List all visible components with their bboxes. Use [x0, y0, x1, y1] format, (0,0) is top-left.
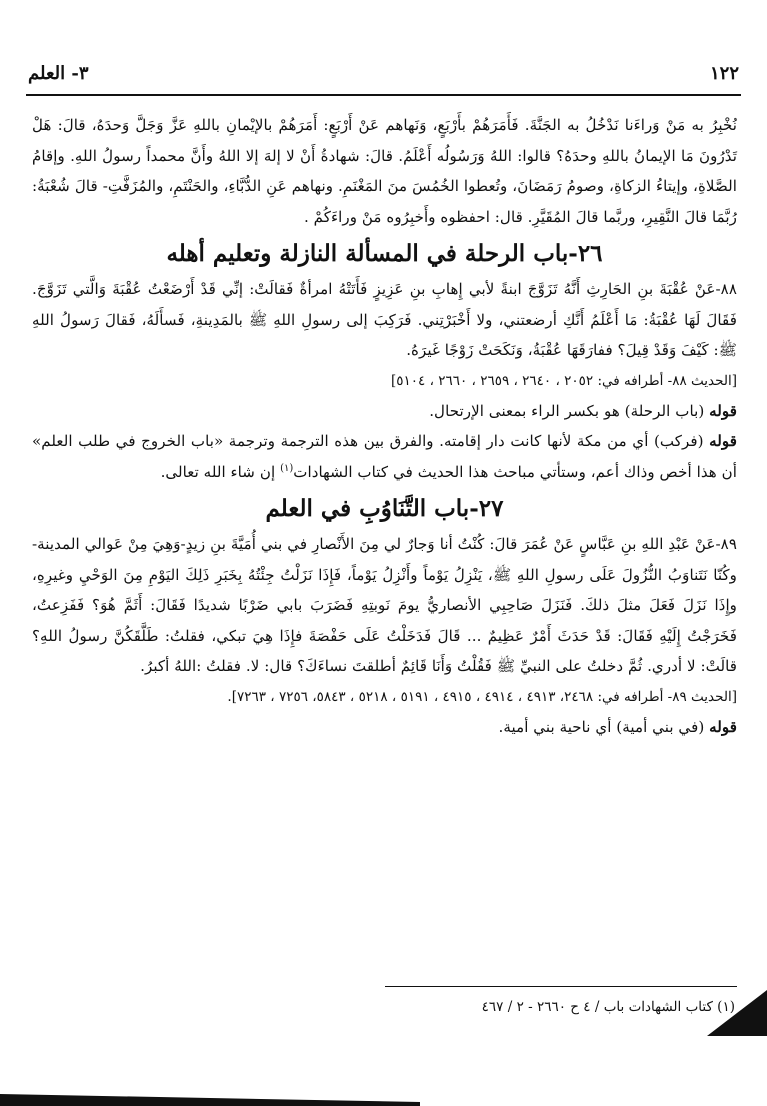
page-body — [32, 110, 737, 742]
footnote-divider — [385, 986, 737, 987]
hadith-89: ٨٩-عَنْ عَبْدِ اللهِ بنِ عَبَّاسٍ عَنْ عُمَرَ قالَ: كُنْتُ أنا وَجارٌ لي مِنَ الأَنْصارِ في بني أُمَيَّةَ بنِ زيدٍ-وَهِيَ مِنْ عَوالي المدينة- وكُنّا نَتَناوَبُ النُّزُولَ عَلَى رسولِ اللهِ ﷺ، يَنْزِلُ يَوْماً وأَنْزِلُ يَوْماً، فَإِذَا نَزَلْتُ جِئْتُهُ بِخَبَرِ ذَلِكَ اليَوْمِ مِنَ الوَحْيِ وغيرِهِ، وإِذَا نَزَلَ فَعَلَ مثلَ ذلكَ. فَنَزَلَ صَاحِبِي الأنصاريُّ يومَ نَوبتِهِ فَضَرَبَ بابي ضَرْبًا شديدًا فَقَالَ: أَثَمَّ هُوَ؟ فَفَزِعتُ، فَخَرَجْتُ إِلَيْهِ فَقَالَ: قَدْ حَدَثَ أَمْرٌ عَظِيمٌ ... قَالَ فَدَخَلْتُ عَلَى حَفْصَةَ فإِذَا هِيَ تبكي، فقلتُ: طَلَّقَكُنَّ رسولُ اللهِ؟ قالَتْ: لا أدري. ثُمَّ دخلتُ على النبيِّ ﷺ فَقُلْتُ وَأَنَا قَائِمٌ أطلقتَ نساءَكَ؟ قال: لا. فقلتُ :اللهُ أكبرُ. — [32, 535, 737, 675]
hadith-88-references: [الحديث ٨٨- أطرافه في: ٢٠٥٢ ، ٢٦٤٠ ، ٢٦٥٩ ، ٢٦٦٠ ، ٥١٠٤] — [390, 372, 737, 389]
note-text: (باب الرحلة) هو بكسر الراء بمعنى الإرتحال. — [429, 401, 705, 420]
footnote: (١) كتاب الشهادات باب / ٤ ح ٢٦٦٠ - ٢ / ٤٦٧ — [481, 999, 735, 1015]
commentary-note-3 — [32, 712, 737, 743]
note-text: (في بني أمية) أي ناحية بني أمية. — [498, 717, 705, 736]
note-keyword: قوله — [709, 432, 738, 450]
note-keyword: قوله — [709, 717, 737, 736]
scan-shadow-corner — [707, 990, 767, 1036]
page-header — [28, 58, 739, 88]
commentary-note-1 — [32, 396, 737, 427]
scan-shadow-bottom — [0, 1088, 420, 1106]
note-keyword: قوله — [709, 401, 737, 420]
header-divider — [26, 94, 741, 96]
section-heading-27: ٢٧-باب التَّنَاوُبِ في العلم — [265, 495, 504, 522]
note-text-end: إن شاء الله تعالى. — [160, 462, 276, 481]
page-number: ١٢٢ — [709, 62, 739, 84]
commentary-note-2 — [32, 426, 737, 487]
footnote-marker: (١) — [280, 462, 294, 474]
hadith-88: ٨٨-عَنْ عُقْبَةَ بنِ الحَارِثِ أَنَّهُ تَزَوَّجَ ابنةً لأبي إِهابِ بنِ عَزِيزٍ فَأَتَتْهُ امرأةٌ فَقالَتْ: إنِّي قَدْ أَرْضَعْتُ عُقْبَةَ وَالَّتي تَزَوَّجَ. فَقَالَ لَهَا عُقْبَةُ: مَا أَعْلَمُ أَنَّكِ أرضعتني، ولا أَخْبَرْتِني. فَرَكِبَ إلى رسولِ اللهِ ﷺ بالمَدِينةِ، فَسأَلَهُ، فَقالَ رَسولُ اللهِ ﷺ: كَيْفَ وَقَدْ قِيلَ؟ ففارَقَهَا عُقْبَةُ، وَنَكَحَتْ زَوْجًا غَيرَهُ. — [32, 280, 737, 359]
hadith-89-references: [الحديث ٨٩- أطرافه في: ٢٤٦٨، ٤٩١٣ ، ٤٩١٤ ، ٤٩١٥ ، ٥١٩١ ، ٥٢١٨ ، ٥٨٤٣، ٧٢٥٦ ، ٧٢٦٣]. — [227, 688, 737, 705]
section-heading-26: ٢٦-باب الرحلة في المسألة النازلة وتعليم أهله — [166, 240, 603, 267]
chapter-title: ٣- العلم — [28, 62, 89, 84]
hadith-87-continuation: نُخْبِرُ به مَنْ وَراءَنا نَدْخُلُ به الجَنَّةَ. فَأَمَرَهُمْ بأَرْبَعٍ، وَنَهاهم عَنْ أَرْبَعٍ: أَمَرَهُمْ بالإيْمانِ باللهِ عَزَّ وَجَلَّ وَحدَهُ، قالَ: هَلْ تَدْرُونَ مَا الإيمانُ باللهِ وحدَهُ؟ قالوا: اللهُ وَرَسُولُه أَعْلَمُ. قالَ: شهادةُ أَنْ لا إلهَ إلا اللهُ وأَنَّ محمداً رسولُ اللهِ. وإقامُ الصَّلاةِ، وإيتاءُ الزكاةِ، وصومُ رَمَضَانَ، وتُعطوا الخُمُسَ منَ المَغْنَمِ. ونهاهم عَنِ الدُّبَّاءِ، والحَنْتَمِ، والمُزَفَّتِ- قالَ شُعْبَةُ: رُبَّمَا قالَ النَّقِيرِ، وربَّما قالَ المُقَيَّرِ. قال: احفظوه وأَخبِرُوه مَنْ وراءَكُمْ . — [32, 116, 737, 226]
note-text: (فركب) أي من مكة لأنها كانت دار إقامته. والفرق بين هذه الترجمة وترجمة «باب الخروج في طلب العلم» أن هذا أخص وذاك أعم، وستأتي مباحث هذا الحديث في كتاب الشهادات — [32, 432, 737, 481]
